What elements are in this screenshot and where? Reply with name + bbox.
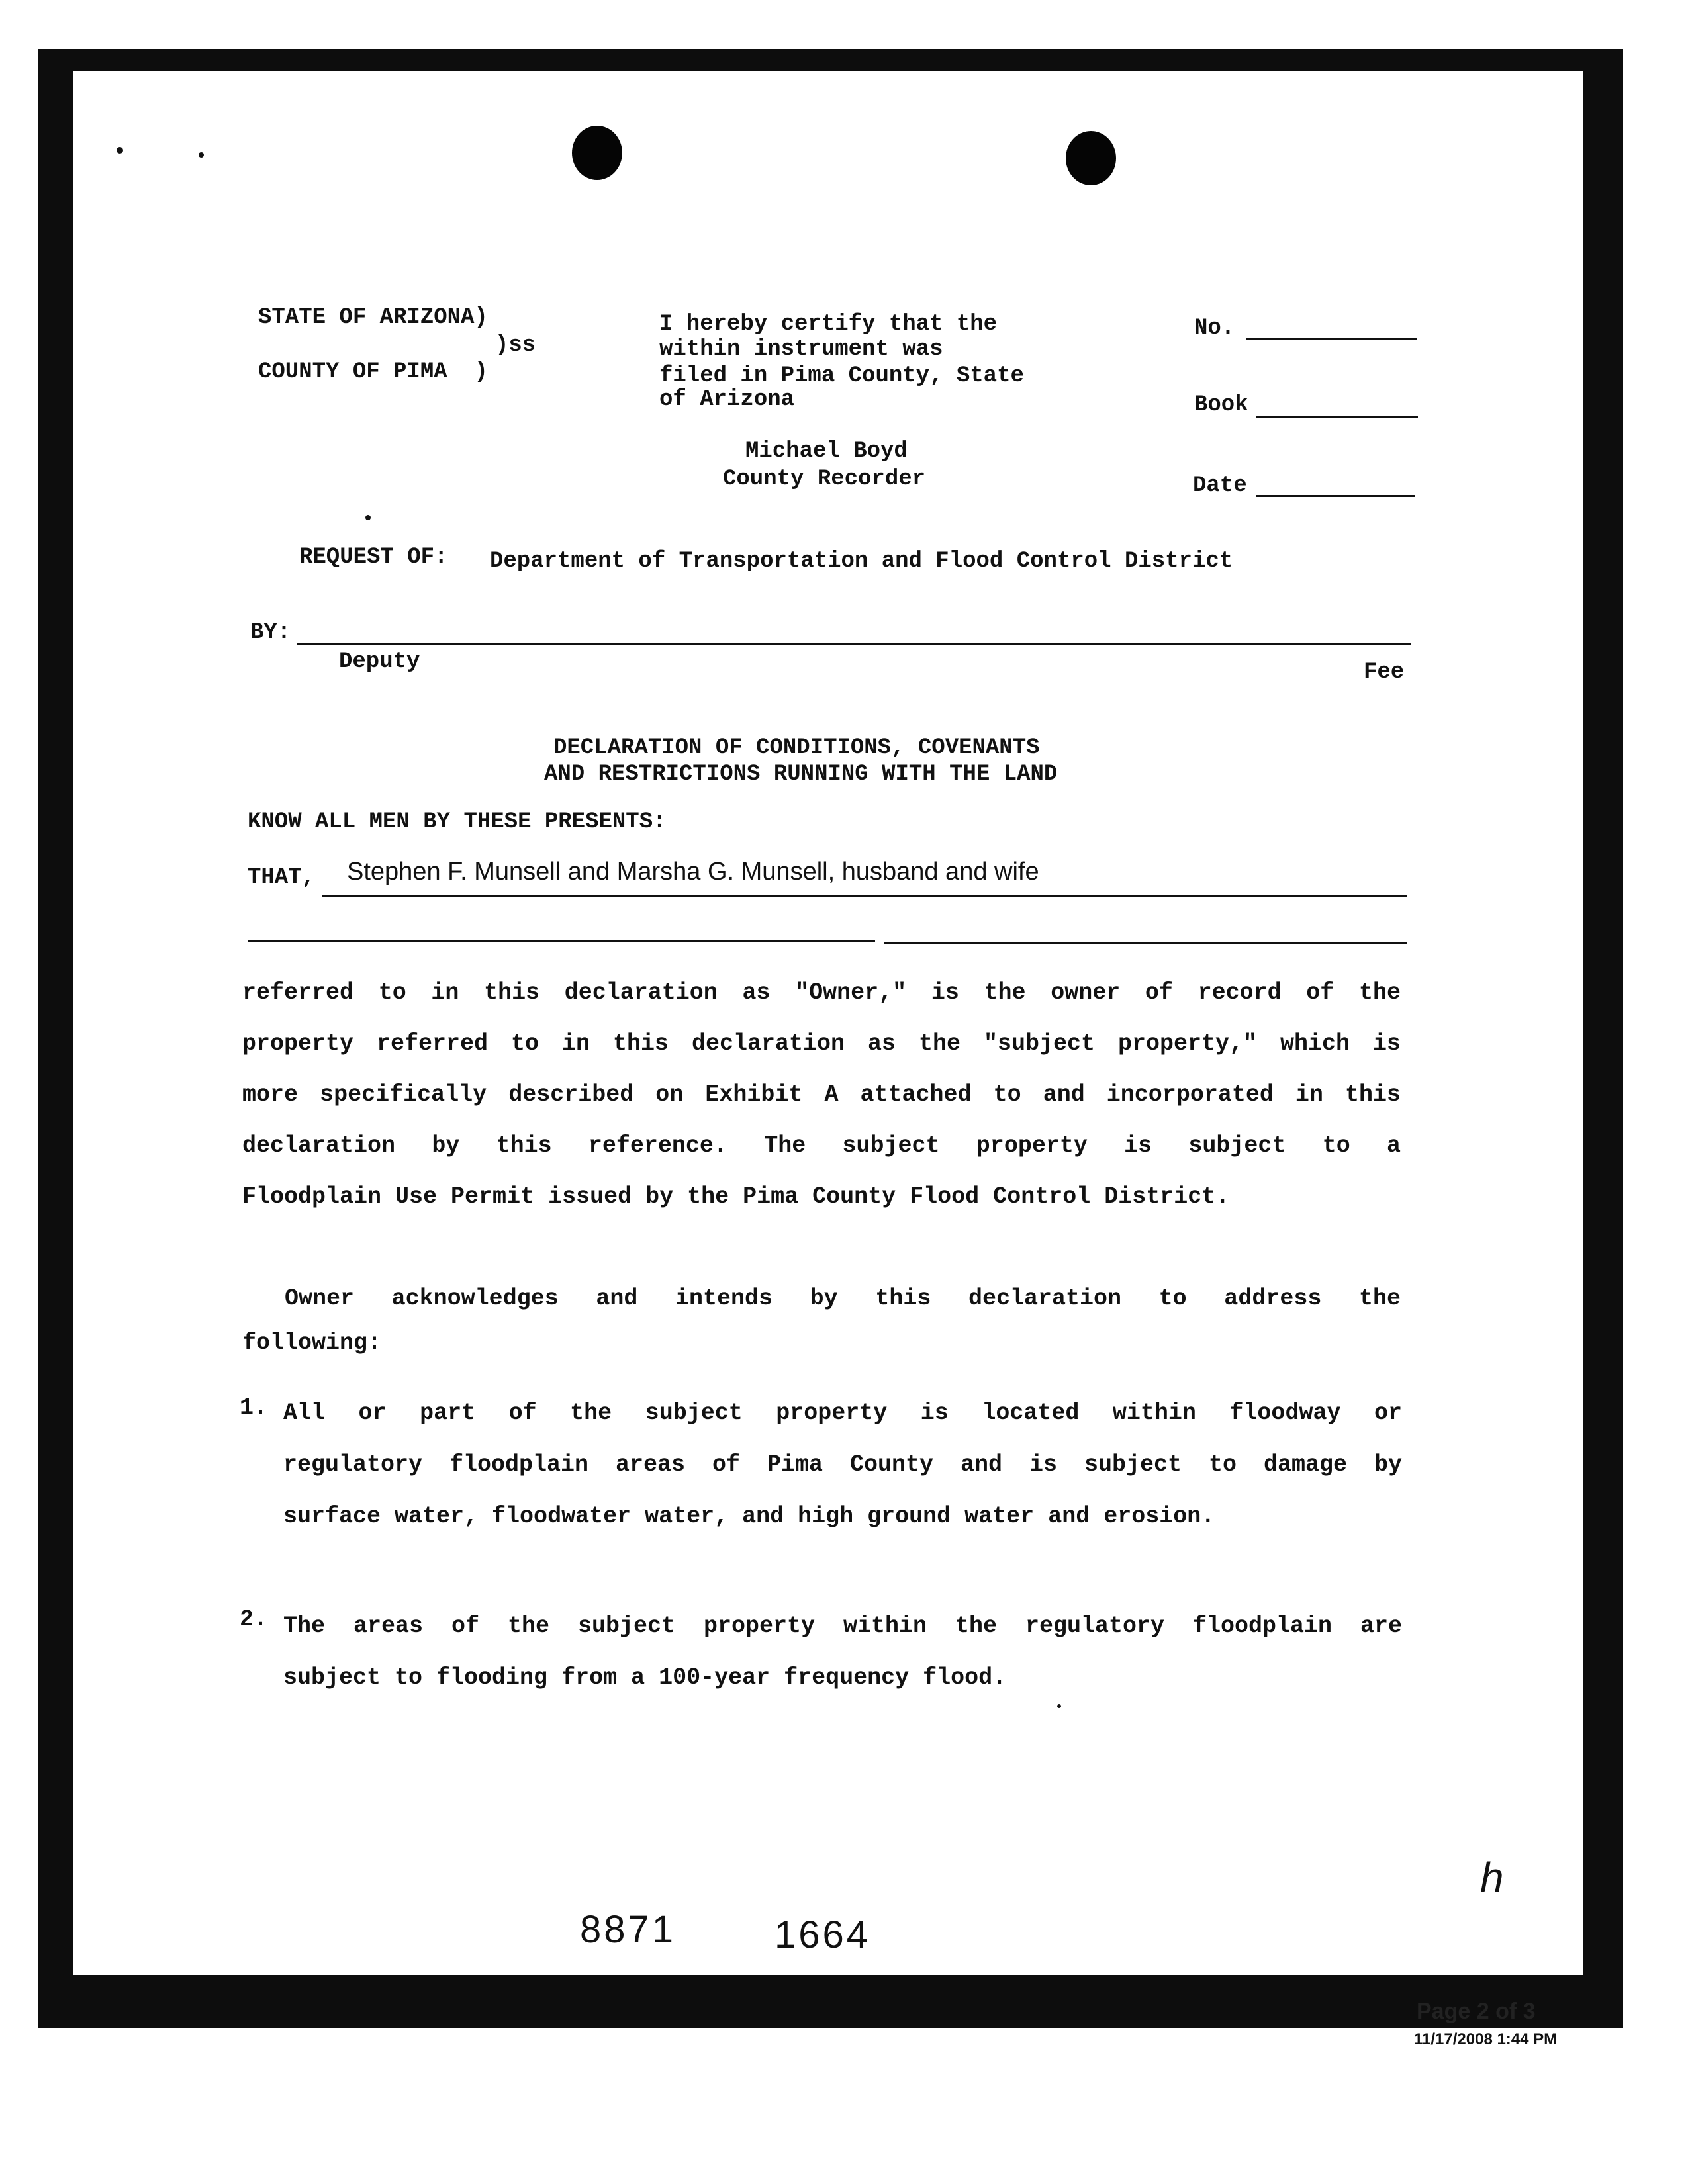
deputy-label: Deputy: [339, 649, 420, 674]
item-2-text: [283, 1600, 1402, 1704]
by-signature-line: [297, 643, 1411, 645]
item-line: All or part of the subject property is located within floodway or: [283, 1400, 1402, 1426]
item-line: surface water, floodwater water, and high ground water and erosion.: [283, 1503, 1215, 1529]
item-line: subject to flooding from a 100-year frequency flood.: [283, 1664, 1007, 1691]
that-label: THAT,: [248, 865, 316, 890]
date-field-line: [1256, 495, 1415, 497]
know-all-line: KNOW ALL MEN BY THESE PRESENTS:: [248, 809, 667, 835]
title-line-1: DECLARATION OF CONDITIONS, COVENANTS: [553, 735, 1040, 760]
request-label: REQUEST OF:: [299, 545, 448, 570]
item-2-number: 2.: [240, 1606, 268, 1633]
print-timestamp: 11/17/2008 1:44 PM: [1414, 2030, 1558, 2048]
that-blank-line-left: [248, 940, 875, 942]
punch-hole-left: [572, 126, 622, 180]
handwritten-margin-mark: h: [1480, 1854, 1504, 1901]
scan-speck: [117, 147, 123, 154]
recorder-name: Michael Boyd: [745, 439, 908, 464]
scan-speck: [199, 152, 204, 158]
fee-label: Fee: [1364, 660, 1405, 685]
paragraph-line: more specifically described on Exhibit A attached to and incorporated in this: [242, 1081, 1401, 1108]
that-underline: [322, 895, 1407, 897]
ss-line: )ss: [495, 333, 536, 358]
certify-line-3: filed in Pima County, State: [659, 363, 1024, 388]
punch-hole-right: [1066, 131, 1116, 185]
docket-page: 1664: [774, 1913, 871, 1956]
that-blank-line-right: [884, 942, 1407, 944]
scan-speck: [365, 515, 371, 520]
paragraph-line: property referred to in this declaration as the "subject property," which is: [242, 1030, 1401, 1057]
no-field-line: [1246, 338, 1417, 340]
paragraph-owner-declaration: [242, 968, 1401, 1222]
scan-speck: [1057, 1704, 1061, 1708]
paragraph-line: declaration by this reference. The subject property is subject to a: [242, 1132, 1401, 1159]
item-line: regulatory floodplain areas of Pima County and is subject to damage by: [283, 1451, 1402, 1478]
certify-line-1: I hereby certify that the: [659, 312, 998, 337]
item-1-number: 1.: [240, 1394, 268, 1421]
certify-line-4: of Arizona: [659, 387, 795, 412]
title-line-2: AND RESTRICTIONS RUNNING WITH THE LAND: [544, 762, 1058, 787]
item-1-text: [283, 1387, 1402, 1542]
that-value: Stephen F. Munsell and Marsha G. Munsell, husband and wife: [347, 858, 1039, 886]
paragraph-line: following:: [242, 1330, 382, 1356]
page-indicator: Page 2 of 3: [1417, 1999, 1536, 2024]
paragraph-acknowledges: [242, 1273, 1401, 1369]
docket-number: 8871: [580, 1908, 677, 1951]
county-line: COUNTY OF PIMA ): [258, 359, 488, 385]
state-line: STATE OF ARIZONA): [258, 305, 488, 330]
item-line: The areas of the subject property within the regulatory floodplain are: [283, 1613, 1402, 1639]
book-field-line: [1256, 416, 1418, 418]
request-value: Department of Transportation and Flood Control District: [490, 549, 1233, 574]
certify-line-2: within instrument was: [659, 337, 943, 362]
paragraph-line: Floodplain Use Permit issued by the Pima County Flood Control District.: [242, 1183, 1230, 1210]
no-label: No.: [1194, 316, 1235, 341]
recorder-title: County Recorder: [723, 467, 926, 492]
date-label: Date: [1193, 473, 1247, 498]
book-label: Book: [1194, 392, 1248, 418]
paragraph-line: referred to in this declaration as "Owner," is the owner of record of the: [242, 979, 1401, 1006]
by-label: BY:: [250, 620, 291, 645]
paragraph-line: Owner acknowledges and intends by this declaration to address the: [285, 1285, 1401, 1312]
